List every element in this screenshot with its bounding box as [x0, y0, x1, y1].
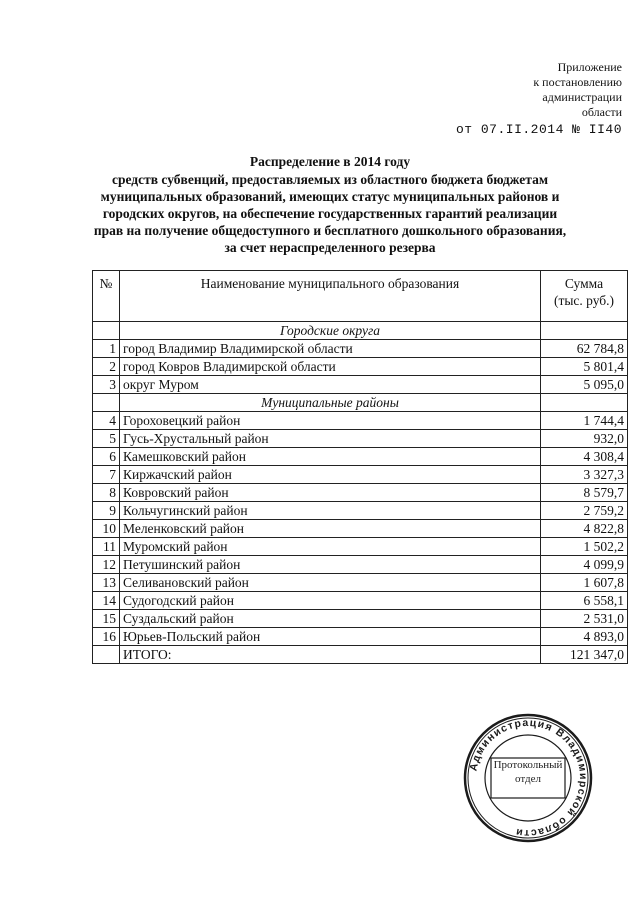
stamp-inner-text	[490, 758, 566, 800]
municipality-name: округ Муром	[120, 376, 541, 394]
row-sum: 1 502,2	[541, 538, 628, 556]
row-sum: 6 558,1	[541, 592, 628, 610]
title-line: средств субвенций, предоставляемых из областного бюджета бюджетам	[111, 172, 549, 187]
row-number: 2	[93, 358, 120, 376]
table-row	[93, 448, 628, 466]
row-sum: 932,0	[541, 430, 628, 448]
row-sum: 4 099,9	[541, 556, 628, 574]
municipality-name: Кольчугинский район	[120, 502, 541, 520]
row-number: 7	[93, 466, 120, 484]
row-number: 9	[93, 502, 120, 520]
title-line: городских округов, на обеспечение государственных гарантий реализации	[102, 206, 558, 221]
table-cell	[541, 394, 628, 412]
appendix-line: администрации	[542, 90, 622, 104]
column-header-sum	[541, 271, 628, 322]
municipality-name: Киржачский район	[120, 466, 541, 484]
municipality-name: Селивановский район	[120, 574, 541, 592]
table-row	[93, 610, 628, 628]
section-title: Городские округа	[120, 322, 541, 340]
official-stamp	[462, 712, 594, 844]
row-sum: 1 607,8	[541, 574, 628, 592]
stamp-ring-text: Администрация Владимирской области	[467, 716, 590, 840]
row-number: 1	[93, 340, 120, 358]
table-row	[93, 502, 628, 520]
municipality-name: Гороховецкий район	[120, 412, 541, 430]
decree-date-number: от 07.II.2014 № II40	[455, 122, 622, 137]
row-sum: 62 784,8	[541, 340, 628, 358]
table-cell	[541, 322, 628, 340]
municipality-name: город Владимир Владимирской области	[120, 340, 541, 358]
municipality-name: Суздальский район	[120, 610, 541, 628]
table-row	[93, 358, 628, 376]
row-sum: 2 531,0	[541, 610, 628, 628]
row-sum: 8 579,7	[541, 484, 628, 502]
table-row	[93, 466, 628, 484]
municipality-name: Ковровский район	[120, 484, 541, 502]
column-header-name: Наименование муниципального образования	[120, 271, 541, 322]
distribution-table	[92, 270, 628, 664]
row-number: 5	[93, 430, 120, 448]
title-line: муниципальных образований, имеющих статус муниципальных районов и	[100, 189, 560, 204]
municipality-name: Юрьев-Польский район	[120, 628, 541, 646]
table-row	[93, 592, 628, 610]
municipality-name: Меленковский район	[120, 520, 541, 538]
table-row	[93, 574, 628, 592]
row-sum: 4 308,4	[541, 448, 628, 466]
section-row-urban	[93, 322, 628, 340]
table-cell	[93, 394, 120, 412]
stamp-inner-line: отдел	[515, 773, 541, 785]
row-number: 13	[93, 574, 120, 592]
row-sum: 4 822,8	[541, 520, 628, 538]
row-sum: 5 095,0	[541, 376, 628, 394]
title-line: за счет нераспределенного резерва	[224, 240, 436, 255]
title-line: прав на получение общедоступного и бесплатного дошкольного образования,	[93, 223, 567, 238]
table-row	[93, 556, 628, 574]
row-number: 15	[93, 610, 120, 628]
title-line: Распределение в 2014 году	[249, 154, 411, 169]
table-header-row	[93, 271, 628, 322]
table-row	[93, 412, 628, 430]
sum-header-line: (тыс. руб.)	[553, 293, 615, 308]
row-number: 3	[93, 376, 120, 394]
appendix-line: к постановлению	[533, 75, 622, 89]
row-number: 14	[93, 592, 120, 610]
table-row	[93, 340, 628, 358]
row-number: 12	[93, 556, 120, 574]
table-row	[93, 628, 628, 646]
total-label: ИТОГО:	[120, 646, 541, 664]
section-title: Муниципальные районы	[120, 394, 541, 412]
row-sum: 3 327,3	[541, 466, 628, 484]
row-sum: 2 759,2	[541, 502, 628, 520]
appendix-line: Приложение	[557, 60, 622, 74]
appendix-header	[456, 60, 622, 137]
stamp-inner-line: Протокольный	[493, 759, 563, 771]
row-sum: 1 744,4	[541, 412, 628, 430]
table-row	[93, 430, 628, 448]
table-row	[93, 376, 628, 394]
table-cell	[93, 322, 120, 340]
table-row	[93, 520, 628, 538]
row-number: 11	[93, 538, 120, 556]
column-header-number: №	[93, 271, 120, 322]
table-row	[93, 484, 628, 502]
document-title	[60, 153, 600, 256]
row-number: 6	[93, 448, 120, 466]
row-sum: 5 801,4	[541, 358, 628, 376]
municipality-name: Судогодский район	[120, 592, 541, 610]
total-sum: 121 347,0	[541, 646, 628, 664]
row-number: 10	[93, 520, 120, 538]
row-number: 8	[93, 484, 120, 502]
section-row-districts	[93, 394, 628, 412]
total-row	[93, 646, 628, 664]
municipality-name: Камешковский район	[120, 448, 541, 466]
row-number: 16	[93, 628, 120, 646]
table-row	[93, 538, 628, 556]
municipality-name: Муромский район	[120, 538, 541, 556]
municipality-name: Петушинский район	[120, 556, 541, 574]
sum-header-line: Сумма	[564, 276, 604, 291]
appendix-line: области	[581, 105, 622, 119]
municipality-name: Гусь-Хрустальный район	[120, 430, 541, 448]
municipality-name: город Ковров Владимирской области	[120, 358, 541, 376]
table-cell	[93, 646, 120, 664]
row-sum: 4 893,0	[541, 628, 628, 646]
row-number: 4	[93, 412, 120, 430]
